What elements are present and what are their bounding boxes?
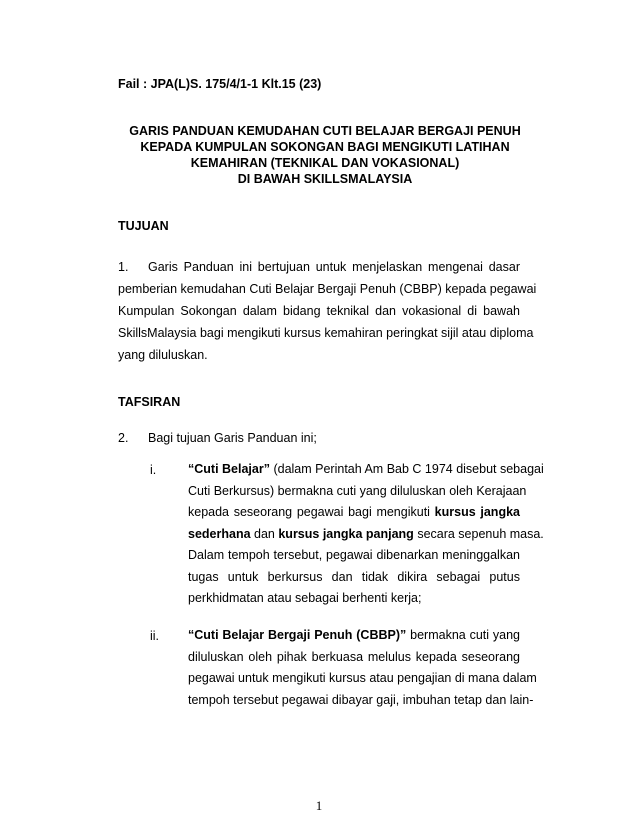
item-i-line: [188, 459, 544, 481]
item-i-line: [188, 524, 544, 546]
paragraph-1-line: pemberian kemudahan Cuti Belajar Bergaji Penuh (CBBP) kepada pegawai: [118, 282, 537, 296]
item-i-text: (dalam Perintah Am Bab C 1974 disebut sebagai: [273, 462, 544, 476]
item-ii-line: pegawai untuk mengikuti kursus atau pengajian di mana dalam: [188, 671, 537, 685]
paragraph-1-number: 1.: [118, 260, 129, 274]
item-ii-line: tempoh tersebut pegawai dibayar gaji, imbuhan tetap dan lain-: [188, 692, 534, 707]
paragraph-1-line: Kumpulan Sokongan dalam bidang teknikal dan vokasional di bawah: [118, 304, 520, 318]
page-number: 1: [315, 798, 323, 813]
title-line-3: KEMAHIRAN (TEKNIKAL DAN VOKASIONAL): [190, 156, 460, 170]
title-line-2: KEPADA KUMPULAN SOKONGAN BAGI MENGIKUTI LATIHAN: [140, 140, 510, 154]
document-title: [110, 123, 540, 187]
paragraph-1-line: yang diluluskan.: [118, 348, 208, 362]
item-i-line: perkhidmatan atau sebagai berhenti kerja;: [188, 591, 422, 605]
item-i-text: secara sepenuh masa.: [417, 526, 544, 541]
item-i-line: Cuti Berkursus) bermakna cuti yang diluluskan oleh Kerajaan: [188, 483, 527, 498]
item-i-line: Dalam tempoh tersebut, pegawai dibenarkan meninggalkan: [188, 548, 520, 562]
paragraph-2-text: Bagi tujuan Garis Panduan ini;: [148, 431, 317, 445]
paragraph-1-line: SkillsMalaysia bagi mengikuti kursus kemahiran peringkat sijil atau diploma: [118, 326, 534, 340]
title-line-1: GARIS PANDUAN KEMUDAHAN CUTI BELAJAR BERGAJI PENUH: [129, 124, 521, 138]
item-i-bold-text: kursus jangka panjang: [278, 526, 414, 541]
item-ii-line: diluluskan oleh pihak berkuasa melulus kepada seseorang: [188, 649, 520, 664]
item-i-bold-text: sederhana: [188, 526, 251, 541]
item-ii-text: bermakna cuti yang: [410, 628, 521, 642]
item-i-number: i.: [150, 463, 157, 477]
item-ii-definition: [188, 625, 537, 711]
item-i-line: tugas untuk berkursus dan tidak dikira sebagai putus: [188, 569, 520, 584]
item-ii-term: “Cuti Belajar Bergaji Penuh (CBBP)”: [188, 628, 407, 642]
item-i-bold-text: kursus jangka: [434, 505, 520, 519]
paragraph-1: [118, 256, 537, 366]
section-heading-tafsiran: TAFSIRAN: [118, 395, 181, 409]
item-i-text: kepada seseorang pegawai bagi mengikuti: [188, 505, 430, 519]
item-i-definition: [188, 459, 544, 610]
item-ii-number: ii.: [150, 629, 160, 643]
section-heading-tujuan: TUJUAN: [118, 219, 169, 233]
item-i-term: “Cuti Belajar”: [188, 462, 270, 476]
file-reference: Fail : JPA(L)S. 175/4/1-1 Klt.15 (23): [118, 77, 322, 91]
paragraph-2: [118, 427, 520, 449]
title-line-4: DI BAWAH SKILLSMALAYSIA: [237, 172, 413, 186]
item-i-text: dan: [254, 526, 275, 541]
paragraph-2-number: 2.: [118, 431, 129, 445]
item-ii-line: [188, 625, 520, 647]
item-i-line: [188, 502, 520, 524]
paragraph-1-line: Garis Panduan ini bertujuan untuk menjelaskan mengenai dasar: [148, 260, 520, 274]
